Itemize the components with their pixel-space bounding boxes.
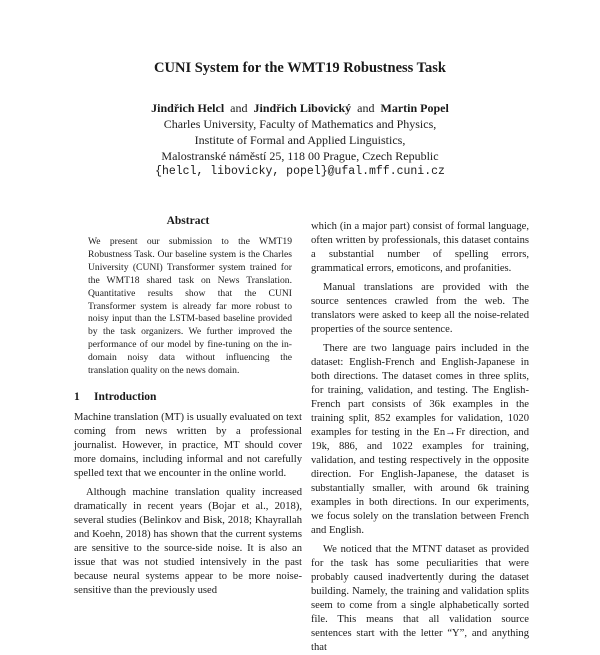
affiliation-line: Malostranské náměstí 25, 118 00 Prague, Czech Republic xyxy=(161,149,439,163)
intro-paragraph: Although machine translation quality increased dramatically in recent years (Bojar et al., 2018), several studies (Belinkov and Bisk, 2018; Khayrallah and Koehn, 2018) has shown that the current systems are sensitive to the source-side noise. It is also an issue that was not studied intensively in the past because neural systems appear to be more noise-sensitive than the previously used xyxy=(74,486,302,596)
affiliation-line: Institute of Formal and Applied Linguistics, xyxy=(194,133,406,147)
section-number: 1 xyxy=(74,390,80,403)
author-names xyxy=(0,100,600,116)
left-column xyxy=(74,214,302,598)
body-paragraph: There are two language pairs included in the dataset: English-French and English-Japanese in both directions. The dataset comes in three splits, for training, validation, and testing. The English-French part consists of 36k examples in the training split, 852 examples for validation, 1020 examples for testing in the En→Fr direction, and 19k, 886, and 1022 examples for training, validation, and testing respectively in the opposite direction. For English-Japanese, the dataset is substantially smaller, with around 6k training examples in both directions. In our experiments, we focus solely on the translation between French and English. xyxy=(311,343,529,536)
section-heading-introduction xyxy=(74,390,302,404)
body-paragraph: which (in a major part) consist of formal language, often written by professionals, this dataset contains a substantial number of spelling errors, grammatical errors, emoticons, and profanities. xyxy=(311,221,529,274)
body-paragraph: We noticed that the MTNT dataset as provided for the task has some peculiarities that were probably caused inadvertently during the dataset building. Namely, the training and validation splits seem to come from a single alphabetically sorted file. This means that all validation source sentences start with the letter “Y”, and anything that xyxy=(311,544,529,653)
author-block xyxy=(0,100,600,180)
paper-title: CUNI System for the WMT19 Robustness Task xyxy=(154,60,446,76)
author-name: Jindřich Helcl xyxy=(151,101,225,115)
section-title: Introduction xyxy=(94,390,157,403)
abstract-heading: Abstract xyxy=(166,215,210,227)
author-separator: and xyxy=(230,101,248,115)
author-email: {helcl, libovicky, popel}@ufal.mff.cuni.cz xyxy=(155,165,445,178)
intro-paragraph: Machine translation (MT) is usually evaluated on text coming from news written by a professional journalist. However, in practice, MT should cover more domains, including informal and not carefully spelled text that we encounter in the online world. xyxy=(74,411,302,479)
abstract-text: We present our submission to the WMT19 Robustness Task. Our baseline system is the Charles University (CUNI) Transformer system trained for the WMT18 shared task on News Translation. Quantitative results show that the CUNI Transformer system is already far more robust to noisy input than the LSTM-based baseline provided by the task organizers. We further improved the performance of our model by fine-tuning on the in-domain noisy data without influencing the translation quality on the news domain. xyxy=(88,236,292,377)
author-name: Jindřich Libovický xyxy=(253,101,352,115)
right-column xyxy=(311,220,529,655)
affiliation-line: Charles University, Faculty of Mathematics and Physics, xyxy=(163,117,437,131)
body-paragraph: Manual translations are provided with the source sentences crawled from the web. The translators were asked to keep all the noise-related properties of the source sentence. xyxy=(311,282,529,335)
author-separator: and xyxy=(357,101,375,115)
author-name: Martin Popel xyxy=(380,101,449,115)
